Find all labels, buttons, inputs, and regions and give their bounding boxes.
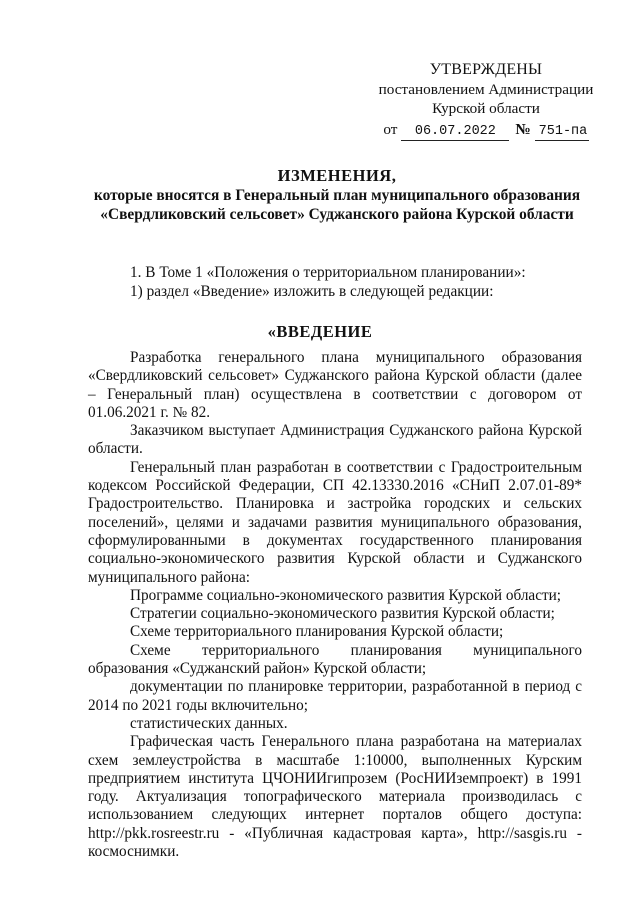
heading-line-1: которые вносятся в Генеральный план муниципального образования: [93, 187, 581, 204]
approval-region: Курской области: [432, 100, 540, 117]
approval-title: УТВЕРЖДЕНЫ: [429, 61, 543, 78]
heading-line-2: «Свердликовский сельсовет» Суджанского района Курской области: [100, 206, 574, 223]
approval-date: 06.07.2022: [401, 124, 509, 141]
paragraph-statistics: статистических данных.: [130, 714, 288, 732]
paragraph-district-scheme: Схеме территориального планирования муниципального образования «Суджанский район» Курской области;: [88, 641, 582, 678]
document-heading: [70, 166, 604, 224]
paragraph-regional-scheme: Схеме территориального планирования Курской области;: [130, 623, 504, 641]
paragraph-strategy: Стратегии социально-экономического развития Курской области;: [130, 605, 555, 623]
paragraph-program: Программе социально-экономического развития Курской области;: [130, 586, 562, 604]
approval-from-label: от: [383, 120, 398, 138]
paragraph-basis: Генеральный план разработан в соответствии с Градостроительным кодексом Российской Федерации, СП 42.13330.2016 «СНиП 2.07.01-89* Градостроительство. Планировка и застройка городских и сельских поселений», целями и задачами развития муниципального образования, сформулированными в документах государственного планирования социально-экономического развития Курской области и Суджанского муниципального района:: [88, 458, 582, 586]
approval-issuer: постановлением Администрации: [378, 80, 594, 98]
paragraph-development: Разработка генерального плана муниципального образования «Свердликовский сельсовет» Суджанского района Курской области (далее – Генеральный план) осуществлена в соответствии с договором от 01.06.2021 г. № 82.: [88, 349, 582, 421]
section-body: [88, 349, 582, 861]
paragraph-planning-docs: документации по планировке территории, разработанной в период с 2014 по 2021 годы включительно;: [88, 678, 582, 714]
paragraph-graphics: Графическая часть Генерального плана разработана на материалах схем землеустройства в масштабе 1:10000, выполненных Курским предприятием института ЦЧОНИИгипрозем (РосНИИземпроект) в 1991 году. Актуализация топографического материала производилась с использованием следующих интернет порталов общего доступа: http://pkk.rosreestr.ru - «Публичная кадастровая карта», http://sasgis.ru - космоснимки.: [88, 733, 582, 861]
approval-block: [368, 60, 604, 141]
item-1-subitem: 1) раздел «Введение» изложить в следующей редакции:: [130, 283, 494, 300]
approval-number-sign: №: [515, 120, 531, 138]
paragraph-customer: Заказчиком выступает Администрация Суджанского района Курской области.: [88, 422, 582, 458]
item-1: 1. В Томе 1 «Положения о территориальном планировании»:: [130, 264, 526, 281]
approval-number: 751-па: [535, 124, 589, 141]
heading-main: ИЗМЕНЕНИЯ,: [277, 166, 397, 185]
approval-date-row: [368, 120, 604, 141]
section-title: «ВВЕДЕНИЕ: [267, 322, 373, 341]
